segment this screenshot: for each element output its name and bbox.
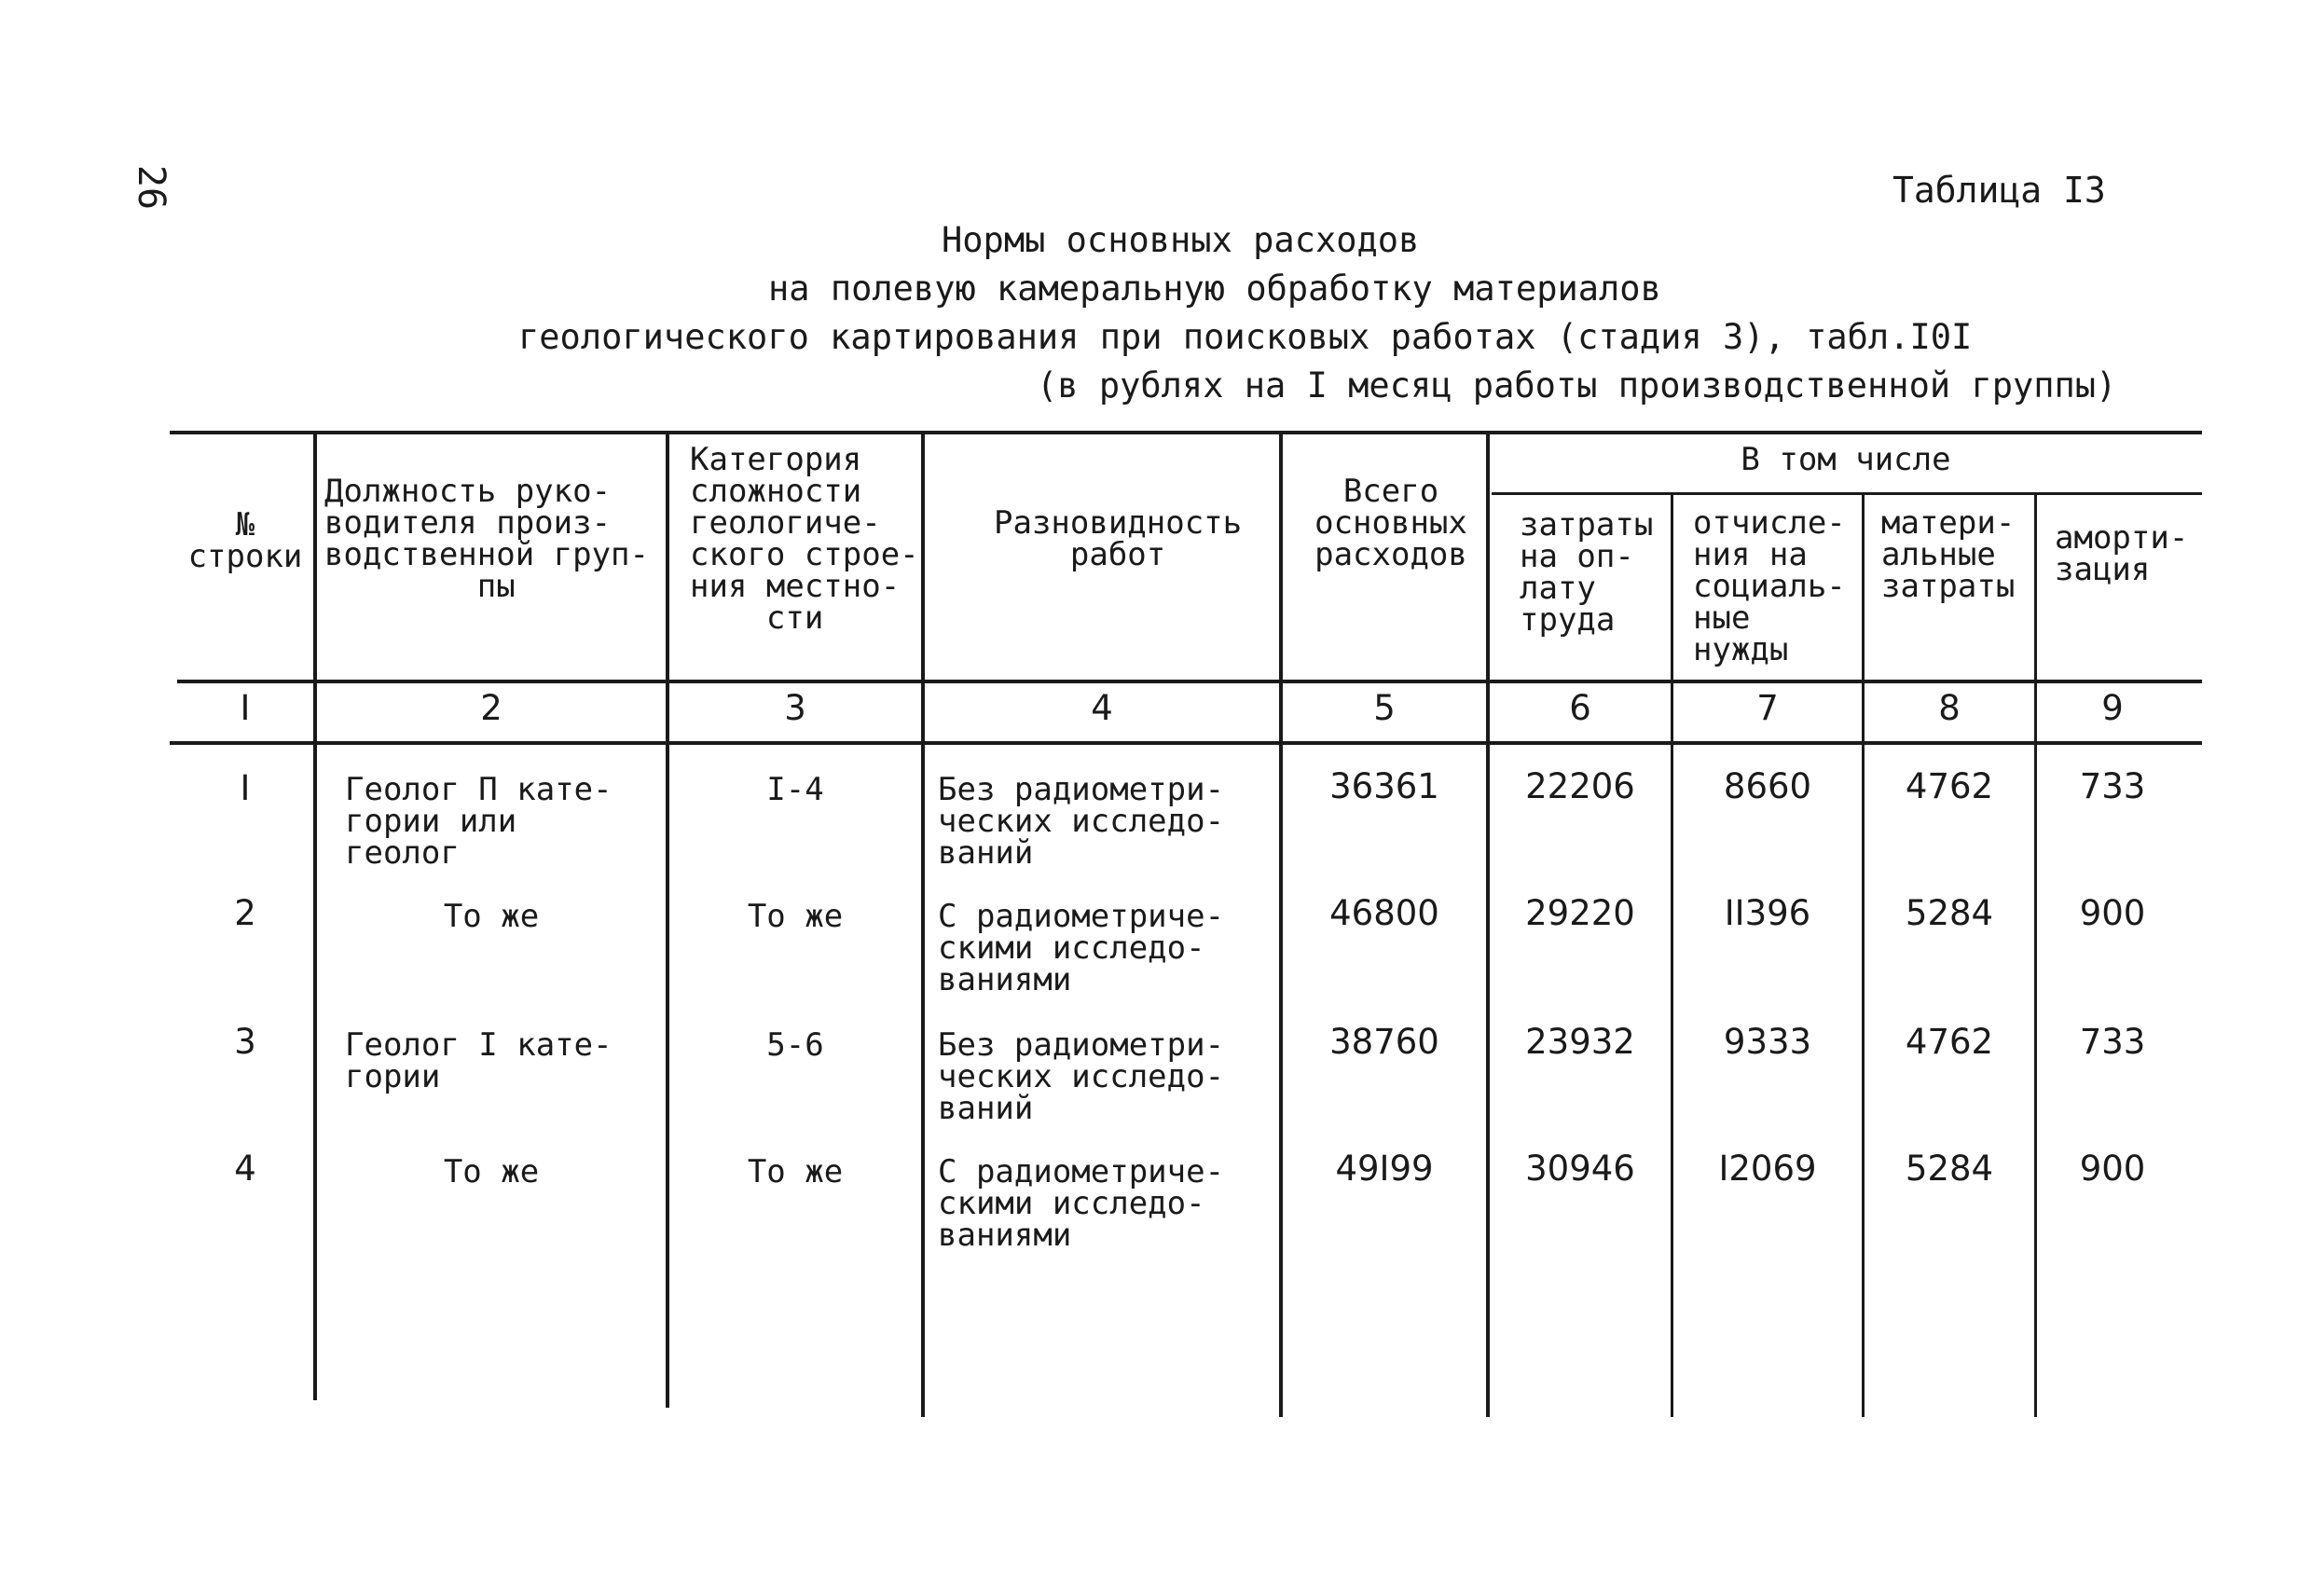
- total-cell: 38760: [1329, 1022, 1439, 1062]
- position-cell: То же: [443, 1153, 540, 1190]
- header-total: Всего основных расходов: [1314, 473, 1467, 573]
- column-number-1: I: [240, 688, 251, 728]
- social-cell: 9333: [1723, 1022, 1812, 1062]
- materials-cell: 4762: [1905, 766, 1994, 806]
- social-cell: I2069: [1718, 1149, 1817, 1189]
- column-number-3: 3: [784, 688, 806, 728]
- labor-cell: 23932: [1525, 1022, 1635, 1062]
- amortization-cell: 733: [2079, 1022, 2146, 1062]
- category-cell: I-4: [766, 771, 824, 808]
- work-type-cell: С радиометриче- скими исследо- ваниями: [938, 898, 1225, 998]
- column-number-5: 5: [1373, 688, 1396, 728]
- page-number: 26: [130, 164, 173, 211]
- header-row-number: № строки: [187, 506, 303, 575]
- row-number: 4: [234, 1149, 256, 1189]
- col-divider-3: [921, 431, 925, 1417]
- labor-cell: 22206: [1525, 766, 1635, 806]
- work-type-cell: Без радиометри- ческих исследо- ваний: [938, 1026, 1225, 1127]
- work-type-cell: С радиометриче- скими исследо- ваниями: [938, 1153, 1225, 1254]
- total-cell: 49I99: [1335, 1149, 1434, 1189]
- col-divider-6: [1671, 492, 1673, 1417]
- column-number-6: 6: [1569, 688, 1591, 728]
- group-header-rule: [1492, 492, 2202, 495]
- title-line-1: Нормы основных расходов: [942, 220, 1420, 260]
- header-social-contributions: отчисле- ния на социаль- ные нужды: [1693, 504, 1846, 668]
- column-numbers-bottom-rule: [170, 741, 2202, 745]
- position-cell: То же: [443, 898, 540, 935]
- labor-cell: 29220: [1525, 893, 1635, 933]
- row-number: I: [240, 768, 251, 808]
- column-number-7: 7: [1756, 688, 1779, 728]
- header-work-type: Разновидность работ: [994, 504, 1243, 573]
- header-position: Должность руко- водителя произ- водственной груп- пы: [324, 473, 649, 605]
- column-number-9: 9: [2101, 688, 2124, 728]
- header-materials: матери- альные затраты: [1881, 504, 2016, 605]
- header-amortization: аморти- зация: [2055, 519, 2189, 588]
- category-cell: То же: [747, 1153, 844, 1190]
- header-category: Категория сложности геологиче- ского строе- ния местно- сти: [690, 441, 919, 637]
- col-divider-7: [1862, 492, 1865, 1417]
- column-number-2: 2: [480, 688, 502, 728]
- table-top-rule: [170, 431, 2202, 434]
- column-number-8: 8: [1938, 688, 1961, 728]
- materials-cell: 5284: [1905, 1149, 1994, 1189]
- amortization-cell: 900: [2079, 1149, 2146, 1189]
- social-cell: 8660: [1723, 766, 1812, 806]
- row-number: 2: [234, 893, 256, 933]
- materials-cell: 4762: [1905, 1022, 1994, 1062]
- col-divider-8: [2034, 492, 2037, 1417]
- materials-cell: 5284: [1905, 893, 1994, 933]
- header-group-label: В том числе: [1741, 441, 1951, 478]
- row-number: 3: [234, 1022, 256, 1062]
- header-bottom-rule: [177, 680, 2202, 683]
- title-line-3: геологического картирования при поисковых работах (стадия 3), табл.I0I: [518, 317, 1973, 357]
- position-cell: Геолог I кате- гории: [345, 1026, 612, 1095]
- total-cell: 36361: [1329, 766, 1439, 806]
- table-label: Таблица I3: [1892, 170, 2106, 211]
- position-cell: Геолог П кате- гории или геолог: [345, 771, 612, 872]
- column-number-4: 4: [1091, 688, 1113, 728]
- work-type-cell: Без радиометри- ческих исследо- ваний: [938, 771, 1225, 872]
- category-cell: То же: [747, 898, 844, 935]
- header-labor-costs: затраты на оп- лату труда: [1520, 506, 1654, 639]
- total-cell: 46800: [1329, 893, 1439, 933]
- labor-cell: 30946: [1525, 1149, 1635, 1189]
- title-units: (в рублях на I месяц работы производственной группы): [1037, 365, 2117, 406]
- amortization-cell: 900: [2079, 893, 2146, 933]
- social-cell: II396: [1724, 893, 1811, 933]
- title-line-2: на полевую камеральную обработку материалов: [768, 268, 1661, 309]
- category-cell: 5-6: [766, 1026, 824, 1064]
- amortization-cell: 733: [2079, 766, 2146, 806]
